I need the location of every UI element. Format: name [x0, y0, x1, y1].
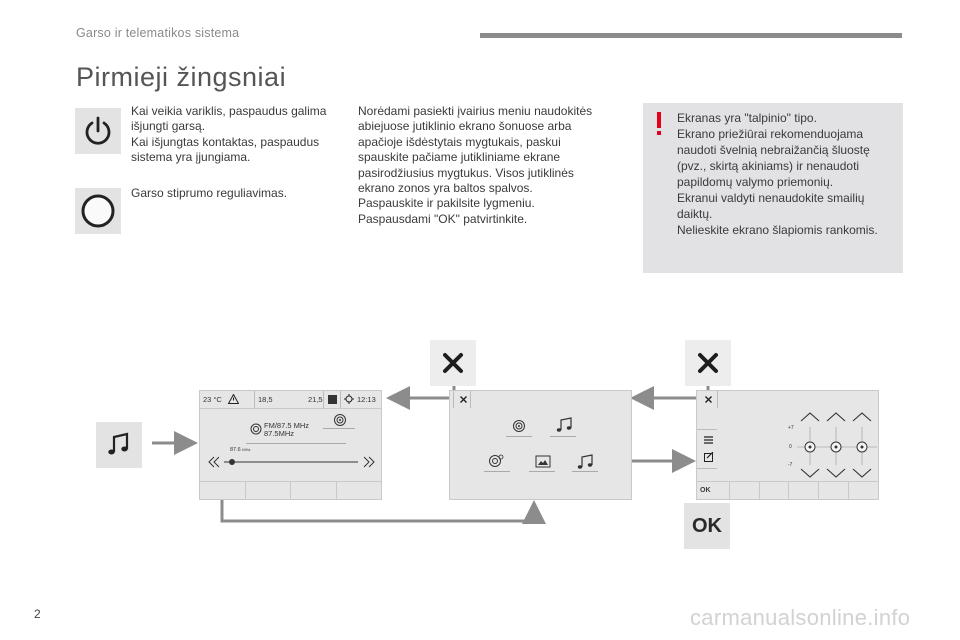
- settings-ok-button[interactable]: OK: [697, 482, 730, 499]
- screen-audio-settings: [696, 390, 879, 500]
- radio-settings-icon[interactable]: [488, 454, 504, 468]
- page-title: Pirmieji žingsniai: [76, 62, 287, 92]
- clock-readout: 12:13: [357, 395, 376, 404]
- eq-plus-label: +7: [788, 425, 794, 431]
- warning-text: Ekranas yra "talpinio" tipo. Ekrano priežiūrai rekomenduojama naudoti švelnią nebraižančią šluostę (pvz., skirtą akiniams) ir nenaudoti papildomų valymo priemonių. Ekranui valdyti nenaudokite smailių daiktų. Nelieskite ekrano šlapiomis rankomis.: [677, 111, 878, 237]
- menu-top-bar: [450, 391, 631, 409]
- music-note-icon: [105, 431, 133, 459]
- warning-triangle-icon: [228, 394, 239, 404]
- radio-source-icon[interactable]: [512, 419, 526, 433]
- right-temp-readout: 21,5: [308, 395, 323, 404]
- settings-footer: [697, 481, 878, 499]
- music-settings-icon[interactable]: [576, 454, 594, 470]
- close-icon: [697, 352, 719, 374]
- gps-icon: [344, 394, 354, 404]
- page-number: 2: [34, 607, 41, 621]
- volume-description: Garso stiprumo reguliavimas.: [131, 186, 288, 200]
- music-source-icon[interactable]: [555, 417, 573, 433]
- power-description: Kai veikia variklis, paspaudus galima išjungti garsą. Kai išjungtas kontaktas, paspaudus sistema yra įjungiama.: [131, 104, 327, 165]
- close-icon[interactable]: [705, 396, 712, 403]
- list-icon[interactable]: [704, 436, 713, 444]
- eq-zero-label: 0: [789, 444, 792, 450]
- menu-instructions: Norėdami pasiekti įvairius meniu naudokitės abiejuose jutiklinio ekrano šonuose arba apačioje išdėstytais mygtukais, paskui spauskite pačiame jutikliniame ekrane pasirodžiusius mygtukus. Visos jutiklinės ekrano zonos yra baltos spalvos. Paspauskite ir pakilsite lygmeniu. Paspausdami "OK" patvirtinkite.: [358, 104, 593, 226]
- close-button-2[interactable]: [685, 340, 731, 386]
- close-icon[interactable]: [460, 396, 467, 403]
- section-title: Garso ir telematikos sistema: [76, 26, 240, 40]
- eq-minus-label: -7: [788, 462, 793, 468]
- settings-top-bar: [697, 391, 878, 409]
- station-radio-icon: [250, 423, 262, 435]
- music-button[interactable]: [96, 422, 142, 468]
- edit-icon[interactable]: [704, 452, 714, 462]
- close-button-1[interactable]: [430, 340, 476, 386]
- radio-icon: [333, 413, 347, 427]
- tuning-slider[interactable]: [208, 455, 376, 469]
- left-temp-readout: 18,5: [258, 395, 273, 404]
- station-info: FM/87.5 MHz 87.5MHz: [264, 421, 310, 438]
- close-icon: [442, 352, 464, 374]
- status-bar: [200, 391, 381, 409]
- frequency-readout: 87.6 MHz: [230, 447, 251, 453]
- screen-footer: [200, 481, 381, 499]
- screen-radio-home: [199, 390, 382, 500]
- equalizer-controls[interactable]: [797, 409, 877, 481]
- temperature-readout: 23 °C: [203, 395, 222, 404]
- screen-media-menu: [449, 390, 632, 500]
- ok-button[interactable]: OK: [684, 503, 730, 549]
- photos-icon[interactable]: [535, 455, 551, 468]
- footer-watermark-url: carmanualsonline.info: [690, 605, 911, 630]
- phone-icon: [328, 395, 337, 404]
